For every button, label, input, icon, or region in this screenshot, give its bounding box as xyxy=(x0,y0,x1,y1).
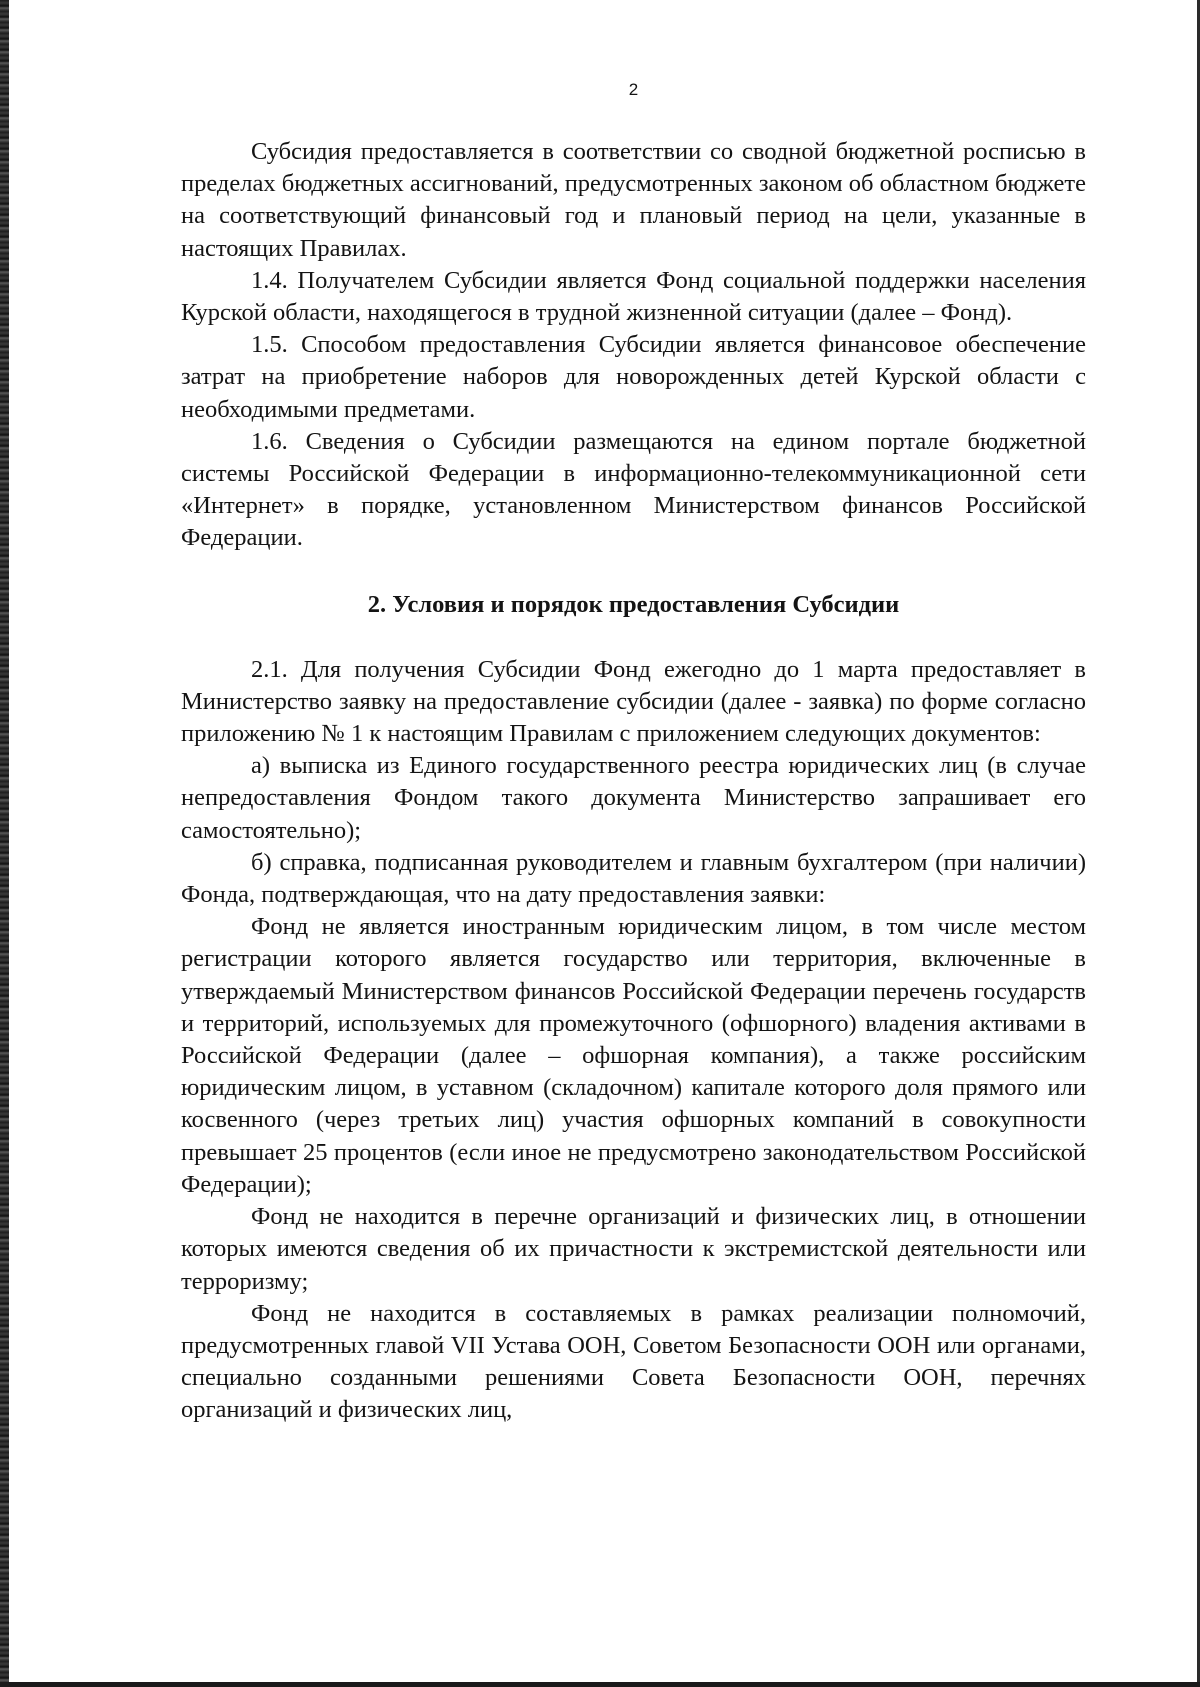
paragraph-not-extremist-list: Фонд не находится в перечне организаций и физических лиц, в отношении которых имеются сведения об их причастности к экстремистской деятельности или терроризму; xyxy=(181,1203,1086,1295)
page-number: 2 xyxy=(628,80,639,99)
section-heading: 2. Условия и порядок предоставления Субсидии xyxy=(367,590,900,618)
scan-border-left xyxy=(0,0,9,1687)
paragraph-subsidy-budget: Субсидия предоставляется в соответствии со сводной бюджетной росписью в пределах бюджетных ассигнований, предусмотренных законом об областном бюджете на соответствующий финансовый год и плановый период на цели, указанные в настоящих Правилах. xyxy=(181,138,1087,262)
paragraph-1-5-method: 1.5. Способом предоставления Субсидии является финансовое обеспечение затрат на приобретение наборов для новорожденных детей Курской области с необходимыми предметами. xyxy=(181,331,1086,423)
scan-border-bottom xyxy=(0,1682,1200,1687)
paragraph-not-foreign-entity: Фонд не является иностранным юридическим лицом, в том числе местом регистрации которого является государство или территория, включенные в утверждаемый Министерством финансов Российской Федерации перечень государств и территорий, используемых для промежуточного (офшорного) владения активами в Российской Федерации (далее – офшорная компания), а также российским юридическим лицом, в уставном (складочном) капитале которого доля прямого или косвенного (через третьих лиц) участия офшорных компаний в совокупности превышает 25 процентов (если иное не предусмотрено законодательством Российской Федерации); xyxy=(181,913,1086,1198)
paragraph-2-1-application: 2.1. Для получения Субсидии Фонд ежегодно до 1 марта предоставляет в Министерство заявку на предоставление субсидии (далее - заявка) по форме согласно приложению № 1 к настоящим Правилам с приложением следующих документов: xyxy=(181,655,1086,748)
document-page xyxy=(181,78,1086,1427)
paragraph-item-b-certificate: б) справка, подписанная руководителем и главным бухгалтером (при наличии) Фонда, подтверждающая, что на дату предоставления заявки: xyxy=(181,848,1086,909)
paragraph-item-a-extract: а) выписка из Единого государственного реестра юридических лиц (в случае непредоставления Фондом такого документа Министерство запрашивает его самостоятельно); xyxy=(181,752,1086,844)
paragraph-not-un-list: Фонд не находится в составляемых в рамках реализации полномочий, предусмотренных главой VII Устава ООН, Советом Безопасности ООН или органами, специально созданными решениями Совета Безопасности ООН, перечнях организаций и физических лиц, xyxy=(181,1299,1086,1424)
paragraph-1-4-recipient: 1.4. Получателем Субсидии является Фонд социальной поддержки населения Курской области, находящегося в трудной жизненной ситуации (далее – Фонд). xyxy=(181,266,1086,327)
paragraph-1-6-portal: 1.6. Сведения о Субсидии размещаются на едином портале бюджетной системы Российской Федерации в информационно-телекоммуникационной сети «Интернет» в порядке, установленном Министерством финансов Российской Федерации. xyxy=(181,427,1086,552)
